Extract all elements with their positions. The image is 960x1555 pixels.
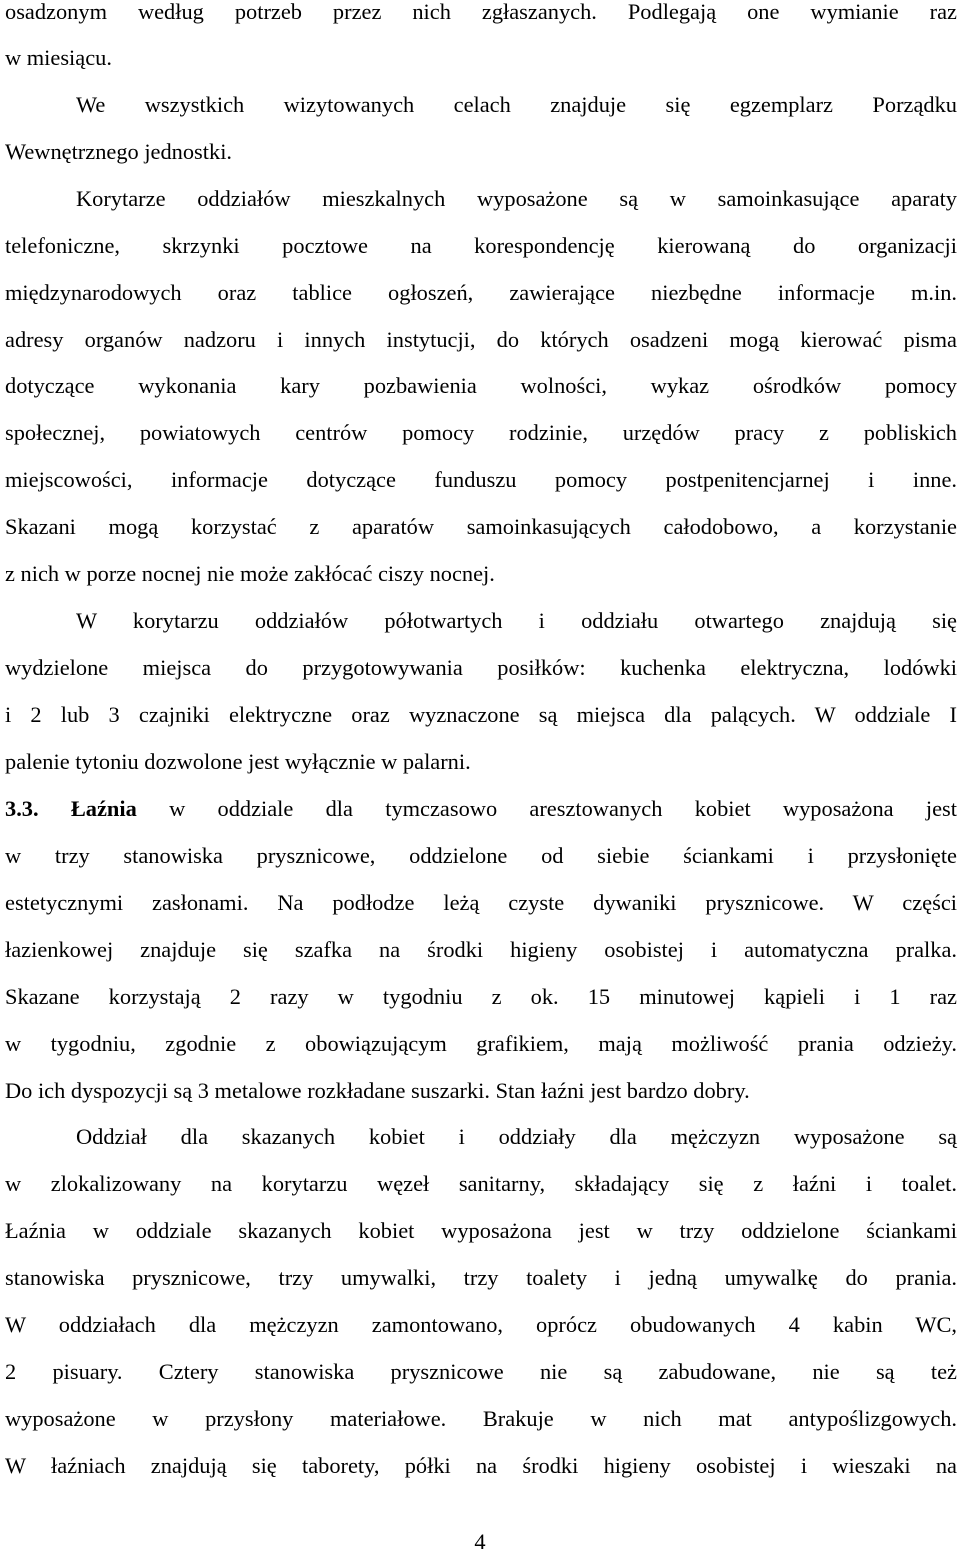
paragraph-line: osadzonym według potrzeb przez nich zgłaszanych. Podlegają one wymianie raz xyxy=(5,0,957,24)
paragraph-line: miejscowości, informacje dotyczące funduszu pomocy postpenitencjarnej i inne. xyxy=(5,467,957,492)
paragraph-line: Skazani mogą korzystać z aparatów samoinkasujących całodobowo, a korzystanie xyxy=(5,514,957,539)
paragraph-line: Do ich dyspozycji są 3 metalowe rozkładane suszarki. Stan łaźni jest bardzo dobry. xyxy=(5,1078,750,1103)
paragraph-line: estetycznymi zasłonami. Na podłodze leżą czyste dywaniki prysznicowe. W części xyxy=(5,890,957,915)
paragraph-line: telefoniczne, skrzynki pocztowe na korespondencję kierowaną do organizacji xyxy=(5,233,957,258)
paragraph-line: społecznej, powiatowych centrów pomocy rodzinie, urzędów pracy z pobliskich xyxy=(5,420,957,445)
paragraph-line: Korytarze oddziałów mieszkalnych wyposażone są w samoinkasujące aparaty xyxy=(76,186,957,211)
paragraph-line: z nich w porze nocnej nie może zakłócać ciszy nocnej. xyxy=(5,561,495,586)
paragraph-line: w miesiącu. xyxy=(5,45,112,70)
paragraph-line: dotyczące wykonania kary pozbawienia wolności, wykaz ośrodków pomocy xyxy=(5,373,957,398)
section-number: 3.3. xyxy=(5,796,39,821)
paragraph-line: adresy organów nadzoru i innych instytucji, do których osadzeni mogą kierować pisma xyxy=(5,327,957,352)
paragraph-line: We wszystkich wizytowanych celach znajduje się egzemplarz Porządku xyxy=(76,92,957,117)
paragraph-line: łazienkowej znajduje się szafka na środki higieny osobistej i automatyczna pralka. xyxy=(5,937,957,962)
paragraph-line: W łaźniach znajdują się taborety, półki na środki higieny osobistej i wieszaki na xyxy=(5,1453,957,1478)
paragraph-line: w zlokalizowany na korytarzu węzeł sanitarny, składający się z łaźni i toalet. xyxy=(5,1171,957,1196)
paragraph-line: Skazane korzystają 2 razy w tygodniu z ok. 15 minutowej kąpieli i 1 raz xyxy=(5,984,957,1009)
paragraph-line: stanowiska prysznicowe, trzy umywalki, trzy toalety i jedną umywalkę do prania. xyxy=(5,1265,957,1290)
paragraph-line: 2 pisuary. Cztery stanowiska prysznicowe nie są zabudowane, nie są też xyxy=(5,1359,957,1384)
paragraph-line: w tygodniu, zgodnie z obowiązującym grafikiem, mają możliwość prania odzieży. xyxy=(5,1031,957,1056)
paragraph-line: wyposażone w przysłony materiałowe. Brakuje w nich mat antypoślizgowych. xyxy=(5,1406,957,1431)
paragraph-line: wydzielone miejsca do przygotowywania posiłków: kuchenka elektryczna, lodówki xyxy=(5,655,957,680)
paragraph-line: W korytarzu oddziałów półotwartych i oddziału otwartego znajdują się xyxy=(76,608,957,633)
section-heading-text: w oddziale dla tymczasowo aresztowanych kobiet wyposażona jest xyxy=(169,796,957,821)
paragraph-line: międzynarodowych oraz tablice ogłoszeń, zawierające niezbędne informacje m.in. xyxy=(5,280,957,305)
page-number: 4 xyxy=(474,1529,486,1554)
paragraph-line: i 2 lub 3 czajniki elektryczne oraz wyznaczone są miejsca dla palących. W oddziale I xyxy=(5,702,957,727)
paragraph-line: W oddziałach dla mężczyzn zamontowano, oprócz obudowanych 4 kabin WC, xyxy=(5,1312,957,1337)
section-heading: Łaźnia xyxy=(70,796,137,821)
section-heading-line xyxy=(5,794,957,824)
paragraph-line: Wewnętrznego jednostki. xyxy=(5,139,233,164)
paragraph-line: w trzy stanowiska prysznicowe, oddzielone od siebie ściankami i przysłonięte xyxy=(5,843,957,868)
paragraph-line: Oddział dla skazanych kobiet i oddziały dla mężczyzn wyposażone są xyxy=(76,1124,957,1149)
paragraph-line: Łaźnia w oddziale skazanych kobiet wyposażona jest w trzy oddzielone ściankami xyxy=(5,1218,957,1243)
paragraph-line: palenie tytoniu dozwolone jest wyłącznie w palarni. xyxy=(5,749,471,774)
